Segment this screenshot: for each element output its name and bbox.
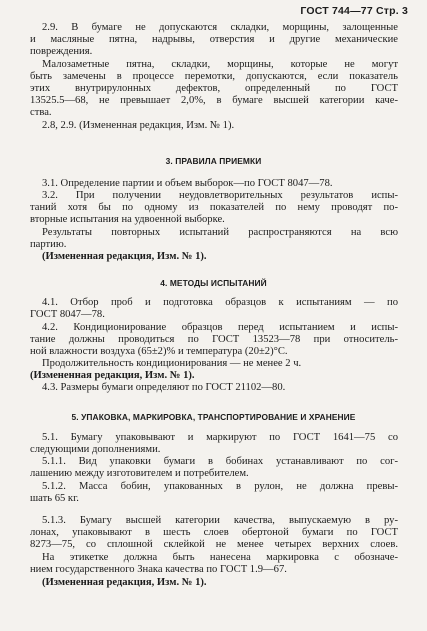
text-line: ной влажности воздуха (65±2)% и температура (20±2)°С. [30, 346, 288, 357]
text-line: 4.1. Отбор проб и подготовка образцов к испытаниям — по [42, 297, 398, 308]
text-line: вторные испытания на удвоенной выборке. [30, 214, 225, 225]
text-line: ГОСТ 8047—78. [30, 309, 105, 320]
text-line: лашению между изготовителем и потребителем. [30, 468, 249, 479]
text-line: 5.1. Бумагу упаковывают и маркируют по ГОСТ 1641—75 со [42, 432, 398, 443]
text-line: (Измененная редакция, Изм. № 1). [42, 577, 207, 588]
text-line: Малозаметные пятна, складки, морщины, которые не могут [42, 59, 398, 70]
section-heading: 4. МЕТОДЫ ИСПЫТАНИЙ [160, 278, 267, 288]
text-line: партию. [30, 239, 67, 250]
text-line: Продолжительность кондиционирования — не менее 2 ч. [42, 358, 302, 369]
text-line: повреждения. [30, 46, 93, 57]
text-line: этих внутрирулонных дефектов, определенный по ГОСТ [30, 83, 398, 94]
text-line: 5.1.2. Масса бобин, упакованных в рулон, не должна превы- [42, 481, 398, 492]
text-line: шать 65 кг. [30, 493, 79, 504]
text-line: 5.1.3. Бумагу высшей категории качества, выпускаемую в ру- [42, 515, 398, 526]
text-line: нием государственного Знака качества по ГОСТ 1.9—67. [30, 564, 287, 575]
section-heading: 3. ПРАВИЛА ПРИЕМКИ [165, 156, 262, 166]
text-line: Результаты повторных испытаний распространяются на всю [42, 227, 398, 238]
text-line: 3.2. При получении неудовлетворительных результатов испы- [42, 190, 398, 201]
text-line: 3.1. Определение партии и объем выборок—по ГОСТ 8047—78. [42, 178, 333, 189]
text-line: 8273—75, со сплошной склейкой не менее четырех верхних слоев. [30, 539, 398, 550]
text-line: быть замечены в процессе перемотки, допускаются, если показатель [30, 71, 398, 82]
text-line: 13525.5—68, не превышает 2,0%, в бумаге высшей категории каче- [30, 95, 398, 106]
text-line: (Измененная редакция, Изм. № 1). [42, 251, 207, 262]
text-line: и масляные пятна, надрывы, отверстия и другие механические [30, 34, 398, 45]
text-line: 5.1.1. Вид упаковки бумаги в бобинах устанавливают по сог- [42, 456, 398, 467]
text-line: 2.8, 2.9. (Измененная редакция, Изм. № 1). [42, 120, 235, 131]
text-line: ства. [30, 107, 52, 118]
text-line: следующими дополнениями. [30, 444, 161, 455]
text-line: 4.3. Размеры бумаги определяют по ГОСТ 21102—80. [42, 382, 286, 393]
page-header: ГОСТ 744—77 Стр. 3 [300, 5, 408, 17]
text-line: 4.2. Кондиционирование образцов перед испытанием и испы- [42, 322, 398, 333]
text-line: (Измененная редакция, Изм. № 1). [30, 370, 195, 381]
text-line: 2.9. В бумаге не допускаются складки, морщины, залощенные [42, 22, 398, 33]
text-line: таний хотя бы по одному из показателей по нему проводят по- [30, 202, 398, 213]
text-line: На этикетке должна быть нанесена маркировка с обозначе- [42, 552, 398, 563]
section-heading: 5. УПАКОВКА, МАРКИРОВКА, ТРАНСПОРТИРОВАНИЕ И ХРАНЕНИЕ [71, 412, 356, 422]
text-line: тание должны проводиться по ГОСТ 13523—78 при относитель- [30, 334, 398, 345]
text-line: лонах, упаковывают в шесть слоев обертоной бумаги по ГОСТ [30, 527, 398, 538]
